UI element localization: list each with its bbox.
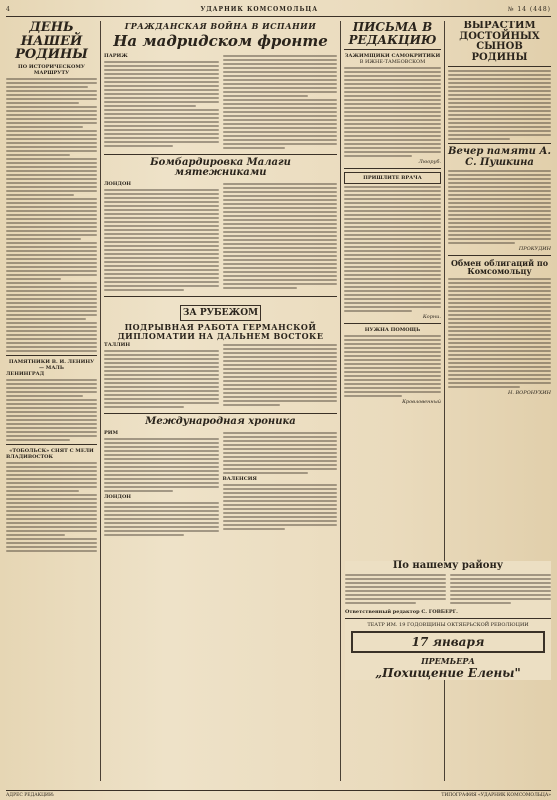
section-abroad: ЗА РУБЕЖОМ bbox=[180, 305, 261, 321]
theatre-name: ТЕАТР ИМ. 19 ГОДОВЩИНЫ ОКТЯБРЬСКОЙ РЕВОЛЮЦИИ bbox=[367, 621, 529, 628]
page-number: 4 bbox=[6, 5, 11, 13]
subhead-lenin-monuments: ПАМЯТНИКИ В. И. ЛЕНИНУ bbox=[8, 358, 95, 365]
headline-german-diplomacy: ПОДРЫВНАЯ РАБОТА ГЕРМАНСКОЙ ДИПЛОМАТИИ НА ДАЛЬНЕМ ВОСТОКЕ bbox=[117, 321, 324, 341]
bottom-block bbox=[345, 561, 551, 680]
dateline-rome: РИМ bbox=[104, 429, 119, 436]
headline-our-district: По нашему району bbox=[392, 560, 504, 571]
headline-letters: ПИСЬМА В РЕДАКЦИЮ bbox=[348, 21, 437, 47]
masthead-title: УДАРНИК КОМСОМОЛЬЦА bbox=[200, 5, 319, 13]
premiere-date: 17 января bbox=[411, 634, 485, 649]
footer-address: АДРЕС РЕДАКЦИИ: bbox=[6, 793, 55, 798]
signature-2: Корни. bbox=[422, 314, 441, 321]
dateline-vladivostok: ВЛАДИВОСТОК bbox=[6, 453, 54, 460]
dateline-leningrad: ЛЕНИНГРАД bbox=[6, 370, 45, 377]
signature-voronukhin: Н. ВОРОНУХИН bbox=[507, 389, 551, 396]
subhead-lenin-monuments-sub: — МАЛЬ bbox=[39, 364, 64, 371]
masthead bbox=[6, 4, 551, 17]
signature-prokudin: ПРОКУДИН bbox=[518, 246, 551, 252]
dateline-valencia: ВАЛЕНСИЯ bbox=[222, 475, 257, 482]
headline-international-chronicle: Международная хроника bbox=[145, 416, 296, 428]
subhead-suppressors-place: В ИЖНЕ-ТАМБОВСКОМ bbox=[359, 59, 426, 66]
headline-malaga-bombing: Бомбардировка Малаги мятежниками bbox=[150, 156, 291, 179]
dateline-tallinn: ТАЛЛИН bbox=[104, 342, 131, 349]
premiere-date-box bbox=[351, 631, 545, 653]
responsible-editor: Ответственный редактор С. ГОВБЕРГ. bbox=[345, 608, 458, 615]
dateline-london-2: ЛОНДОН bbox=[104, 493, 132, 500]
headline-madrid-front: На мадридском фронте bbox=[113, 32, 328, 50]
section-spain-civil-war: ГРАЖДАНСКАЯ ВОЙНА В ИСПАНИИ bbox=[124, 21, 317, 31]
subhead-help-needed: НУЖНА ПОМОЩЬ bbox=[364, 327, 421, 334]
signature-3: Кровловенный bbox=[402, 399, 441, 406]
signature-1: Люоруб. bbox=[418, 159, 441, 166]
column-day-of-homeland bbox=[6, 21, 101, 781]
issue-number: № 14 (448) bbox=[507, 5, 551, 13]
headline-pushkin-evening: Вечер памяти А. С. Пушкина bbox=[448, 146, 551, 168]
footer bbox=[6, 790, 551, 798]
column-spain-and-abroad bbox=[101, 21, 341, 781]
headline-day-of-homeland: ДЕНЬ НАШЕЙ РОДИНЫ bbox=[15, 21, 88, 63]
headline-bond-exchange: Обмен облигаций по Комсомольцу bbox=[450, 258, 549, 277]
article-body bbox=[6, 78, 97, 352]
premiere-label: ПРЕМЬЕРА bbox=[421, 655, 475, 666]
footer-printer: ТИПОГРАФИЯ «УДАРНИК КОМСОМОЛЬЦА» bbox=[441, 793, 551, 798]
subhead-tobolsk: «ТОБОЛЬСК» СНЯТ С МЕЛИ bbox=[9, 447, 94, 454]
dateline-paris: ПАРИЖ bbox=[104, 52, 128, 59]
subhead-route: ПО ИСТОРИЧЕСКОМУ МАРШРУТУ bbox=[18, 63, 85, 76]
headline-raise-worthy-sons: ВЫРАСТИМ ДОСТОЙНЫХ СЫНОВ РОДИНЫ bbox=[459, 21, 540, 63]
dateline-london: ЛОНДОН bbox=[104, 180, 132, 187]
subhead-send-doctor: ПРИШЛИТЕ ВРАЧА bbox=[344, 172, 441, 184]
subhead-suppressors: ЗАЖИМЩИКИ САМОКРИТИКИ bbox=[344, 53, 441, 60]
play-title: „Похищение Елены" bbox=[375, 665, 521, 680]
